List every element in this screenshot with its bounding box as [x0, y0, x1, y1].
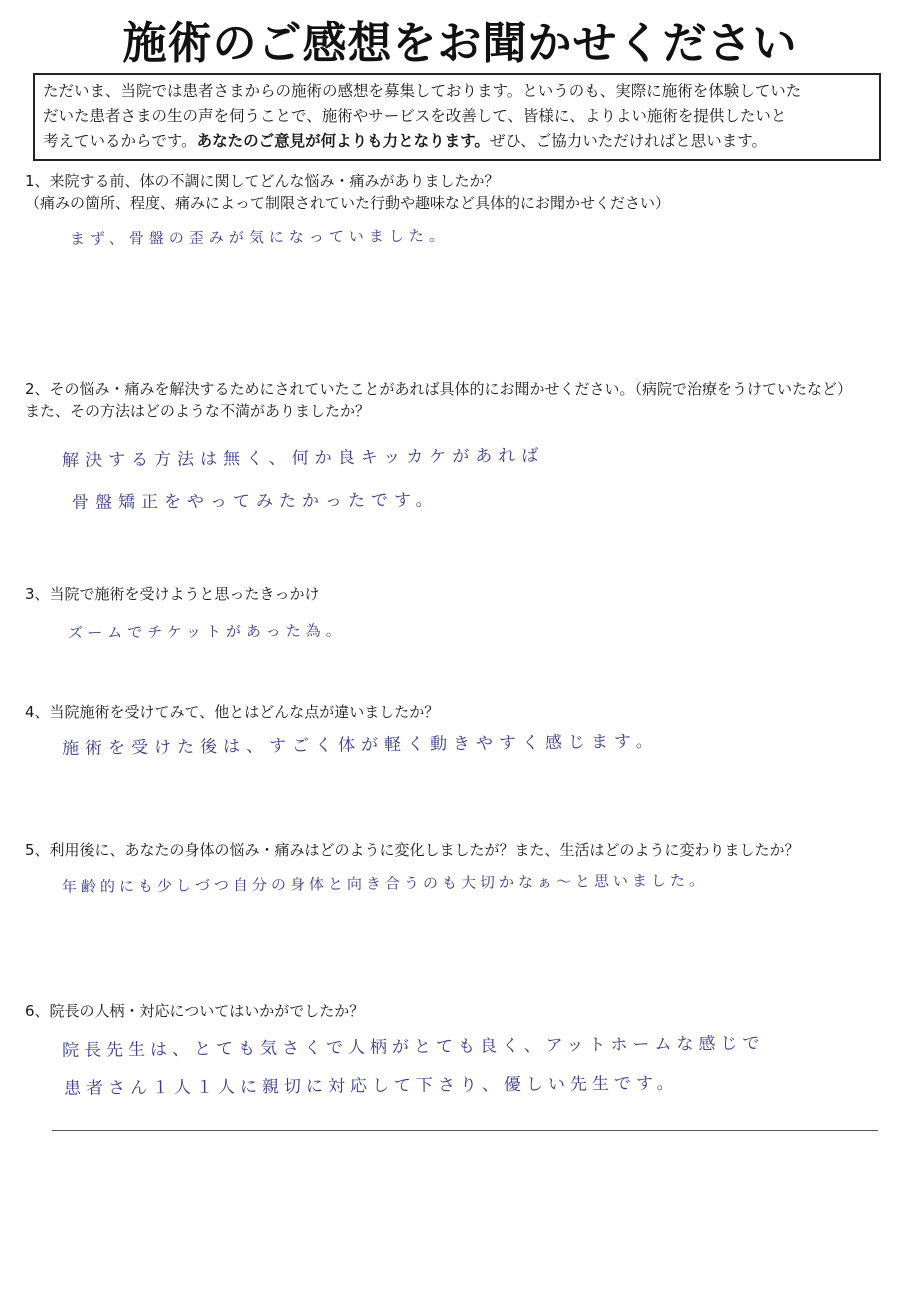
question-6: 6、院長の人柄・対応についてはいかがでしたか？ [25, 1002, 365, 1020]
question-2: 2、その悩み・痛みを解決するためにされていたことがあれば具体的にお聞かせください。（病院で治療をうけていたなど） [25, 380, 853, 398]
answer-divider-line [52, 1130, 878, 1131]
question-1: 1、来院する前、体の不調に関してどんな悩み・痛みがありましたか？ [25, 172, 500, 190]
answer-2-line-1: 解決する方法は無く、何か良キッカケがあれば [61, 445, 545, 471]
question-5: 5、利用後に、あなたの身体の悩み・痛みはどのように変化しましたが？また、生活はどのように変わりましたか？ [25, 841, 800, 859]
intro-line-3 [43, 129, 873, 154]
intro-line-2: だいた患者さまの生の声を伺うことで、施術やサービスを改善して、皆様に、よりよい施術を提供したいと [43, 107, 787, 125]
question-3: 3、当院で施術を受けようと思ったきっかけ [25, 585, 320, 603]
question-2-sub: また、その方法はどのような不満がありましたか？ [25, 402, 371, 420]
intro-line-3-start: 考えているからです。 [43, 132, 197, 150]
answer-6-line-1: 院長先生は、とても気さくで人柄がとても良く、アットホームな感じで [61, 1033, 765, 1061]
intro-line-1: ただいま、当院では患者さまからの施術の感想を募集しております。というのも、実際に施術を体験していた [43, 82, 802, 100]
answer-3-line-1: ズームでチケットがあった為。 [67, 621, 346, 642]
intro-line-3-end: ぜひ、ご協力いただければと思います。 [489, 132, 768, 150]
answer-5-line-1: 年齢的にも少しづつ自分の身体と向き合うのも大切かなぁ～と思いました。 [61, 871, 709, 896]
intro-emphasis: あなたのご意見が何よりも力となります。 [196, 132, 490, 150]
question-1-sub: （痛みの箇所、程度、痛みによって制限されていた行動や趣味など具体的にお聞かせください） [25, 194, 671, 212]
question-4: 4、当院施術を受けてみて、他とはどんな点が違いましたか？ [25, 703, 440, 721]
answer-2-line-2: 骨盤矯正をやってみたかったです。 [71, 490, 439, 513]
answer-6-line-2: 患者さん１人１人に親切に対応して下さり、優しい先生です。 [63, 1073, 679, 1099]
page-title: 施術のご感想をお聞かせください [122, 18, 798, 69]
answer-4-line-1: 施術を受けた後は、すごく体が軽く動きやすく感じます。 [61, 731, 659, 759]
intro-box [33, 73, 881, 161]
answer-1-line-1: まず、骨盤の歪みが気になっていました。 [69, 226, 449, 248]
